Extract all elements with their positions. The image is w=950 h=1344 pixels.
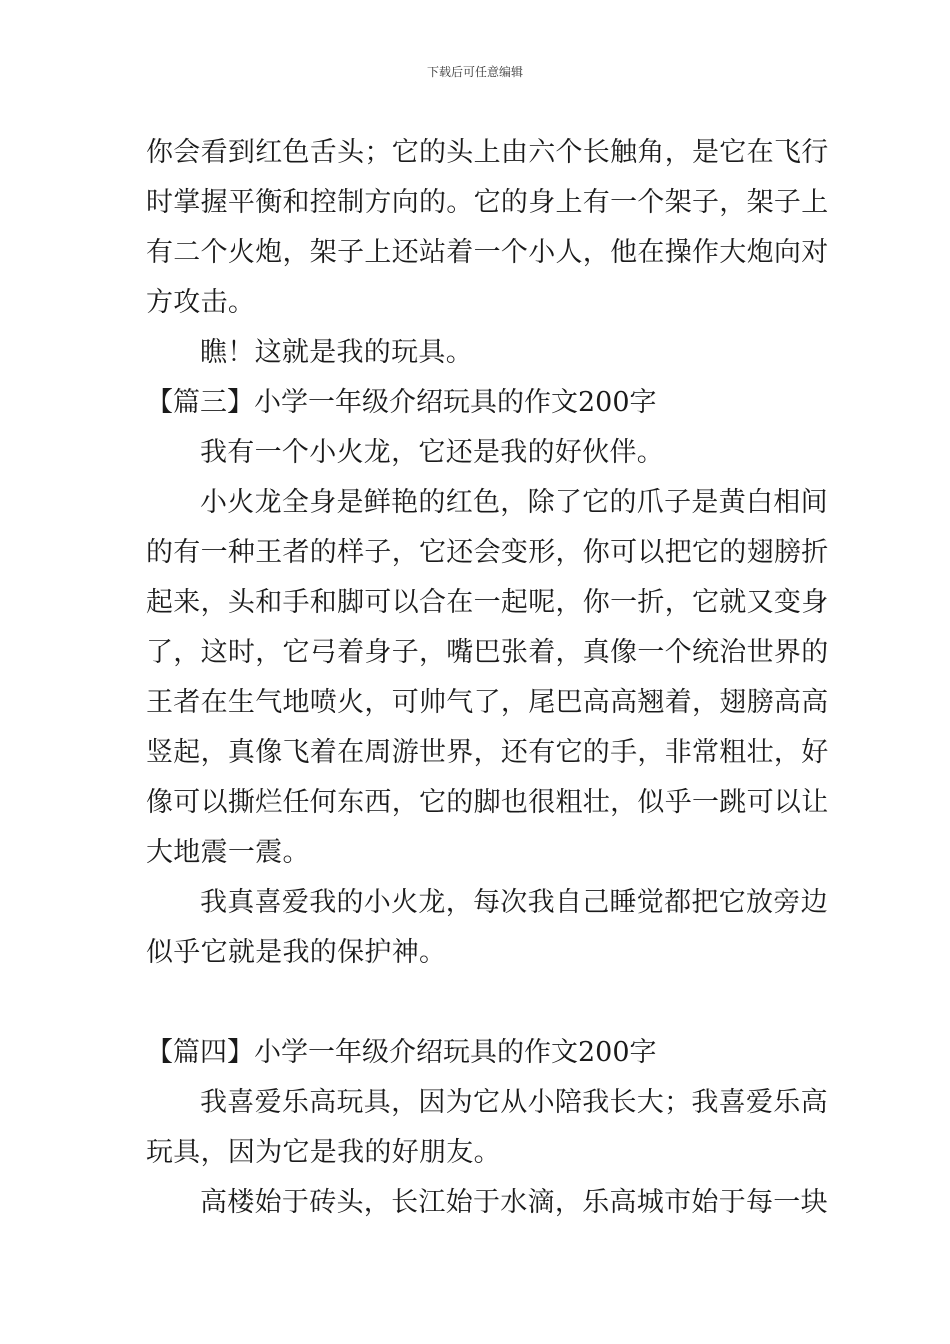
page-header: 下载后可任意编辑 <box>426 65 523 79</box>
document-body <box>146 128 829 1228</box>
text-line: 我喜爱乐高玩具，因为它从小陪我长大；我喜爱乐高 <box>200 1087 828 1118</box>
text-line: 有二个火炮，架子上还站着一个小人，他在操作大炮向对 <box>146 237 829 268</box>
text-line: 方攻击。 <box>146 287 256 318</box>
text-line: 竖起，真像飞着在周游世界，还有它的手，非常粗壮，好 <box>146 737 829 768</box>
text-line: 像可以撕烂任何东西，它的脚也很粗壮，似乎一跳可以让 <box>146 787 829 818</box>
text-line: 的有一种王者的样子，它还会变形，你可以把它的翅膀折 <box>146 537 829 568</box>
text-line: 王者在生气地喷火，可帅气了，尾巴高高翘着，翅膀高高 <box>146 687 829 718</box>
text-line: 时掌握平衡和控制方向的。它的身上有一个架子，架子上 <box>146 187 829 218</box>
text-line: 似乎它就是我的保护神。 <box>146 937 447 968</box>
text-line: 你会看到红色舌头；它的头上由六个长触角，是它在飞行 <box>146 137 829 168</box>
text-line: 我有一个小火龙，它还是我的好伙伴。 <box>200 437 665 468</box>
section-heading-3: 【篇三】小学一年级介绍玩具的作文200字 <box>146 387 657 418</box>
text-line: 起来，头和手和脚可以合在一起呢，你一折，它就又变身 <box>146 587 829 618</box>
text-line: 我真喜爱我的小火龙，每次我自己睡觉都把它放旁边 <box>200 887 828 918</box>
text-line: 瞧！这就是我的玩具。 <box>200 337 473 368</box>
text-line: 玩具，因为它是我的好朋友。 <box>146 1137 501 1168</box>
text-line: 高楼始于砖头，长江始于水滴，乐高城市始于每一块 <box>200 1187 828 1218</box>
text-line: 大地震一震。 <box>146 837 310 868</box>
text-line: 小火龙全身是鲜艳的红色，除了它的爪子是黄白相间 <box>200 487 828 518</box>
paragraph-gap <box>146 978 812 1028</box>
text-line: 了，这时，它弓着身子，嘴巴张着，真像一个统治世界的 <box>146 637 829 668</box>
section-heading-4: 【篇四】小学一年级介绍玩具的作文200字 <box>146 1037 657 1068</box>
